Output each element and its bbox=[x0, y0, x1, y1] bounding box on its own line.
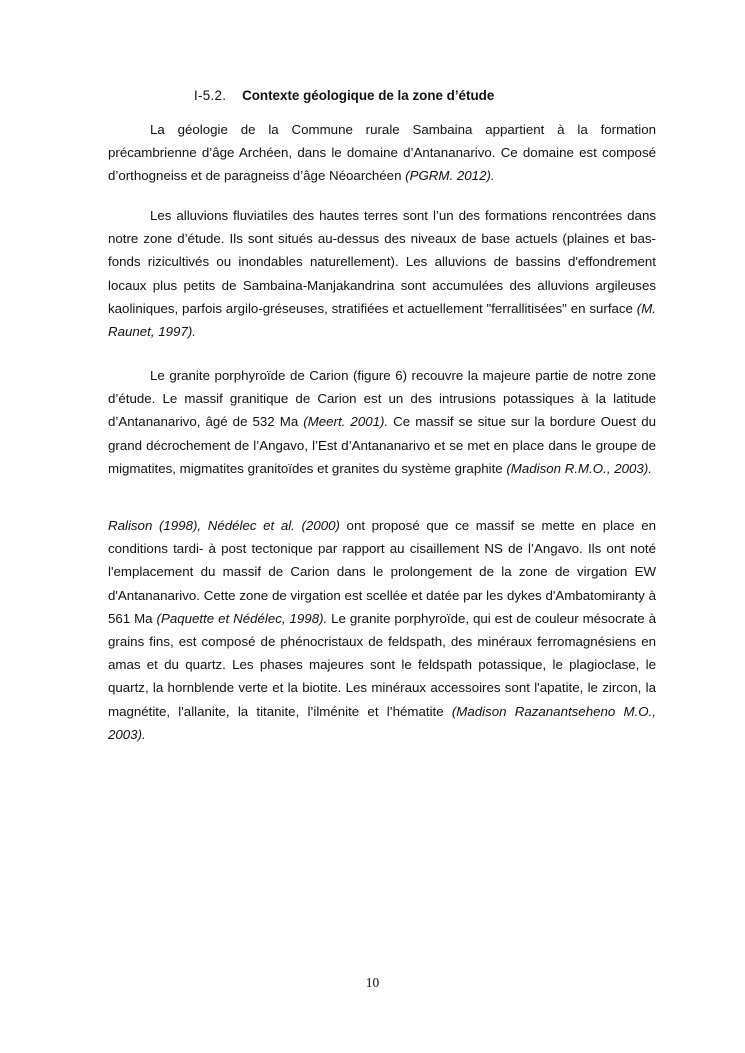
citation: (PGRM. 2012). bbox=[405, 168, 495, 184]
paragraph-text: Le granite porphyroïde, qui est de couleur mésocrate à grains fins, est composé de phénocristaux de feldspath, des minéraux ferromagnésiens en amas et du quartz. Les phases majeures sont le feldspath potassique, le plagioclase, le quartz, la hornblende verte et la biotite. Les minéraux accessoires sont l'apatite, le zircon, la magnétite, l'allanite, la titanite, l’ilménite et l’hématite bbox=[108, 610, 656, 719]
citation: (Paquette et Nédélec, 1998). bbox=[156, 610, 328, 626]
citation: Ralison (1998), Nédélec et al. (2000) bbox=[108, 518, 340, 533]
paragraph-carion-massif bbox=[108, 514, 656, 746]
citation: (Meert. 2001). bbox=[303, 414, 389, 430]
citation: (M. Raunet, 1997). bbox=[108, 300, 656, 340]
paragraph-geology bbox=[108, 118, 656, 188]
paragraph-text: ont proposé que ce massif se mette en place en conditions tardi- à post tectonique par rapport au cisaillement NS de l’Angavo. Ils ont noté l'emplacement du massif de Carion dans le prolongement de la zone de virgation EW d'Antananarivo. Cette zone de virgation est scellée et datée par les dykes d'Ambatomiranty à 561 Ma bbox=[108, 518, 656, 626]
section-heading bbox=[194, 88, 494, 103]
paragraph-text: La géologie de la Commune rurale Sambaina appartient à la formation précambrienne d’âge Archéen, dans le domaine d’Antananarivo. Ce domaine est composé d’orthogneiss et de paragneiss d’âge Néoarchéen bbox=[108, 122, 656, 184]
paragraph-granite bbox=[108, 364, 656, 480]
citation: (Madison Razanantseheno M.O., 2003). bbox=[108, 703, 657, 742]
paragraph-text: Les alluvions fluviatiles des hautes terres sont l’un des formations rencontrées dans notre zone d’étude. Ils sont situés au-dessus des niveaux de base actuels (plaines et bas-fonds rizicultivés ou inondables naturellement). Les alluvions de bassins d'effondrement locaux plus petits de Sambaina-Manjakandrina sont accumulées des alluvions argileuses kaoliniques, parfois argilo-gréseuses, stratifiées et actuellement "ferrallitisées" en surface bbox=[108, 208, 656, 316]
section-title: Contexte géologique de la zone d’étude bbox=[242, 88, 495, 103]
paragraph-text: Le granite porphyroïde de Carion (figure 6) recouvre la majeure partie de notre zone d’étude. Le massif granitique de Carion est un des intrusions potassiques à la latitude d’Antananarivo, âgé de 532 Ma bbox=[108, 368, 656, 430]
page-number: 10 bbox=[365, 975, 380, 990]
paragraph-alluvions bbox=[108, 204, 656, 343]
paragraph-text: Ce massif se situe sur la bordure Ouest du grand décrochement de l’Angavo, l’Est d’Antananarivo et se met en place dans le groupe de migmatites, migmatites granitoïdes et granites du système graphite bbox=[108, 414, 656, 476]
section-number: I-5.2. bbox=[194, 88, 227, 103]
citation: (Madison R.M.O., 2003). bbox=[506, 460, 652, 476]
